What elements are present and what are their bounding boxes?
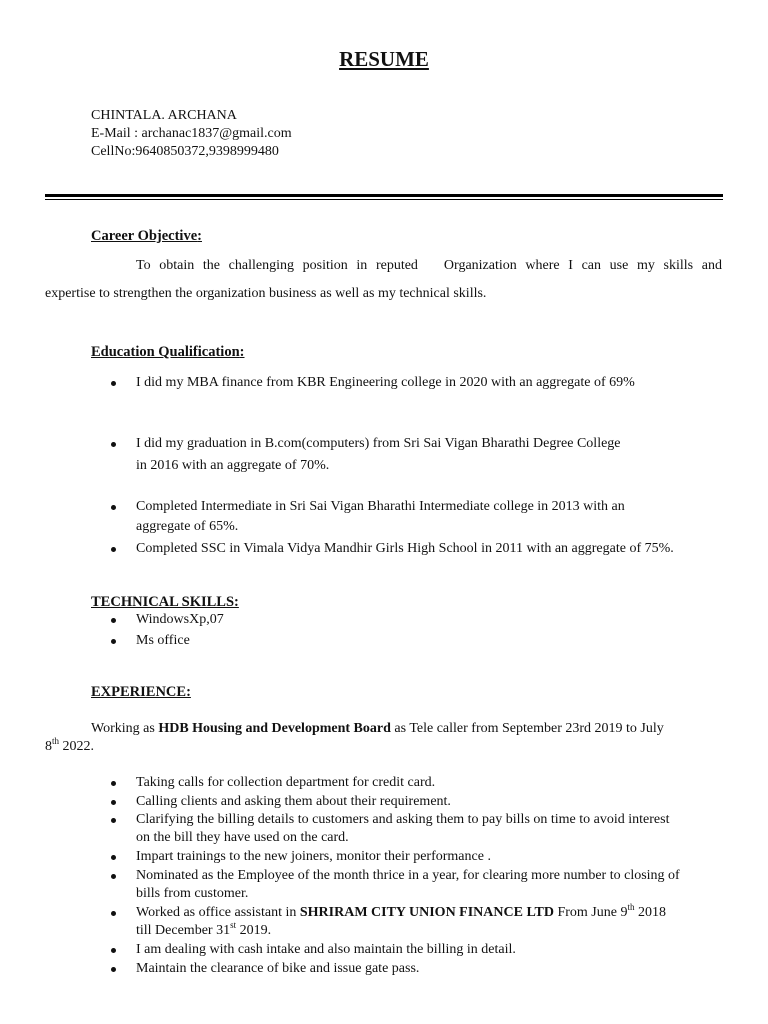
email-line: E-Mail : archanac1837@gmail.com bbox=[91, 126, 292, 141]
education-item-continuation: aggregate of 65%. bbox=[136, 519, 239, 534]
bullet-icon bbox=[111, 874, 116, 879]
education-item: I did my graduation in B.com(computers) from Sri Sai Vigan Bharathi Degree College bbox=[136, 435, 621, 453]
candidate-name: CHINTALA. ARCHANA bbox=[91, 108, 237, 123]
duty-item: Clarifying the billing details to customers and asking them to pay bills on time to avoid interest bbox=[136, 811, 669, 829]
education-item-continuation: in 2016 with an aggregate of 70%. bbox=[136, 458, 330, 473]
duty-item: Maintain the clearance of bike and issue gate pass. bbox=[136, 960, 419, 978]
resume-title: RESUME bbox=[339, 47, 429, 71]
duty-item: Nominated as the Employee of the month thrice in a year, for clearing more number to closing of bbox=[136, 867, 680, 885]
bullet-icon bbox=[111, 967, 116, 972]
bullet-icon bbox=[111, 547, 116, 552]
hdb-company-name: HDB Housing and Development Board bbox=[158, 721, 391, 736]
duty-item: I am dealing with cash intake and also maintain the billing in detail. bbox=[136, 941, 516, 959]
duty-item: Calling clients and asking them about their requirement. bbox=[136, 793, 451, 811]
bullet-icon bbox=[111, 948, 116, 953]
experience-heading: EXPERIENCE: bbox=[91, 684, 191, 700]
education-heading-text: Education Qualification bbox=[91, 344, 240, 360]
duty-item: Taking calls for collection department for credit card. bbox=[136, 774, 435, 792]
career-objective-colon: : bbox=[197, 228, 202, 244]
education-colon: : bbox=[239, 344, 245, 360]
bullet-icon bbox=[111, 505, 116, 510]
bullet-icon bbox=[111, 442, 116, 447]
skill-item: WindowsXp,07 bbox=[136, 611, 224, 629]
education-heading bbox=[91, 344, 245, 361]
phone-line: CellNo:9640850372,9398999480 bbox=[91, 144, 279, 159]
bullet-icon bbox=[111, 639, 116, 644]
duty-item-continuation: on the bill they have used on the card. bbox=[136, 830, 349, 845]
duty-item: Impart trainings to the new joiners, monitor their performance . bbox=[136, 848, 491, 866]
header-divider-thin bbox=[45, 199, 723, 200]
career-objective-line-1: To obtain the challenging position in reputed Organization where I can use my skills and bbox=[136, 258, 722, 273]
bullet-icon bbox=[111, 800, 116, 805]
duty-item-continuation: till December 31st 2019. bbox=[136, 920, 272, 938]
bullet-icon bbox=[111, 911, 116, 916]
shriram-company-name: SHRIRAM CITY UNION FINANCE LTD bbox=[299, 905, 554, 920]
career-objective-line-2: expertise to strengthen the organization business as well as my technical skills. bbox=[45, 286, 487, 301]
bullet-icon bbox=[111, 618, 116, 623]
education-item: Completed SSC in Vimala Vidya Mandhir Girls High School in 2011 with an aggregate of 75%. bbox=[136, 540, 674, 558]
duty-item: Worked as office assistant in SHRIRAM CITY UNION FINANCE LTD From June 9th 2018 bbox=[136, 904, 666, 922]
bullet-icon bbox=[111, 781, 116, 786]
skill-item: Ms office bbox=[136, 632, 190, 650]
technical-skills-heading: TECHNICAL SKILLS: bbox=[91, 594, 239, 610]
bullet-icon bbox=[111, 855, 116, 860]
duty-item-continuation: bills from customer. bbox=[136, 886, 249, 901]
bullet-icon bbox=[111, 381, 116, 386]
experience-intro-line-2: 8th 2022. bbox=[45, 736, 95, 754]
education-item: I did my MBA finance from KBR Engineering college in 2020 with an aggregate of 69% bbox=[136, 374, 635, 392]
education-item: Completed Intermediate in Sri Sai Vigan Bharathi Intermediate college in 2013 with an bbox=[136, 498, 625, 516]
career-objective-heading bbox=[91, 228, 202, 245]
header-divider-thick bbox=[45, 194, 723, 197]
experience-intro-line-1: Working as HDB Housing and Development Board as Tele caller from September 23rd 2019 to July bbox=[91, 721, 664, 736]
career-objective-heading-text: Career Objective bbox=[91, 228, 198, 244]
bullet-icon bbox=[111, 818, 116, 823]
